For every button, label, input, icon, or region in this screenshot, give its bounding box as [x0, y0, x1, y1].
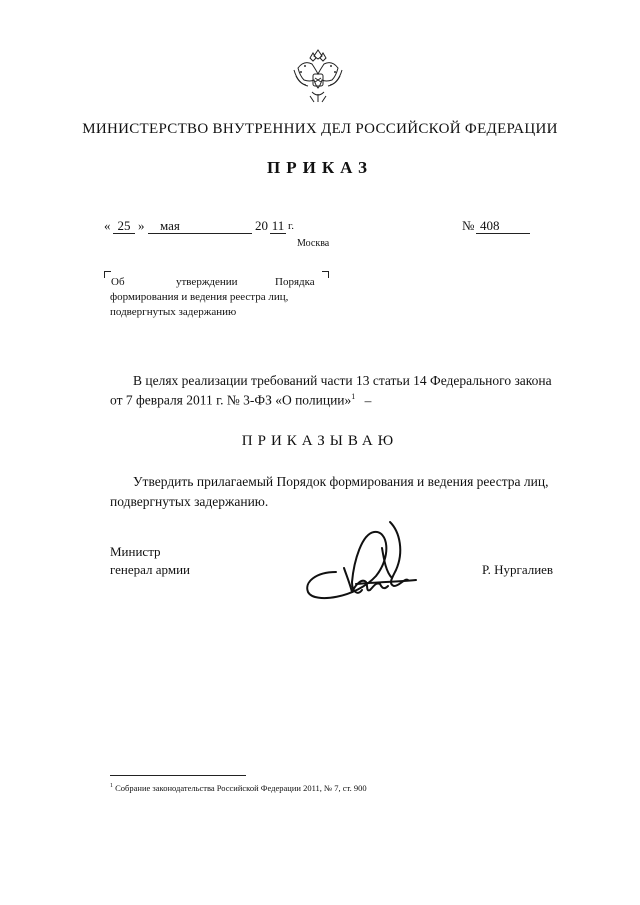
document-type-title: ПРИКАЗ [267, 158, 373, 177]
footnote-mark: 1 [110, 783, 113, 790]
order-number [476, 218, 530, 234]
footnote [110, 783, 367, 793]
footnote-text: Собрание законодательства Российской Федерации 2011, № 7, ст. 900 [115, 783, 367, 793]
subject-line-3: подвергнутых задержанию [110, 306, 237, 318]
order-number-value: 408 [476, 218, 530, 234]
date-quote-open: « [104, 218, 111, 233]
ministry-name: МИНИСТЕРСТВО ВНУТРЕННИХ ДЕЛ РОССИЙСКОЙ ФЕДЕРАЦИИ [82, 121, 558, 137]
date-quote-close: » [138, 218, 145, 233]
order-number-label: № [462, 218, 475, 233]
date-year-value: 11 [271, 218, 285, 233]
order-word: ПРИКАЗЫВАЮ [241, 433, 399, 449]
preamble-dash: – [364, 392, 372, 408]
directive-line-2: подвергнутых задержанию. [110, 494, 269, 509]
footnote-separator [110, 775, 246, 776]
date-year-prefix: 20 [255, 218, 268, 233]
subject-word-3: Порядка [275, 276, 315, 288]
subject-word-2: утверждении [176, 276, 238, 288]
date-year-mark: г. [288, 220, 295, 232]
preamble-line-2 [110, 392, 371, 409]
signatory-title-2: генерал армии [110, 562, 190, 577]
subject-word-1: Об [111, 276, 125, 288]
subject-corner-left [104, 271, 111, 278]
date-month-value: мая [148, 218, 252, 234]
preamble-line-2-text: от 7 февраля 2011 г. № 3-ФЗ «О полиции» [110, 392, 352, 408]
signatory-title-1: Министр [110, 544, 161, 559]
subject-line-2: формирования и ведения реестра лиц, [110, 291, 289, 303]
date-day [113, 218, 135, 234]
date-day-value: 25 [113, 218, 135, 234]
date-month [148, 218, 252, 234]
city-name: Москва [297, 238, 330, 249]
preamble-line-1: В целях реализации требований части 13 статьи 14 Федерального закона [133, 373, 552, 388]
coat-of-arms-icon [288, 48, 348, 108]
date-year [270, 218, 286, 234]
footnote-reference: 1 [351, 392, 356, 401]
directive-line-1: Утвердить прилагаемый Порядок формирования и ведения реестра лиц, [133, 474, 549, 489]
signatory-name: Р. Нургалиев [482, 562, 554, 577]
handwritten-signature-icon [296, 512, 426, 604]
subject-corner-right [322, 271, 329, 278]
